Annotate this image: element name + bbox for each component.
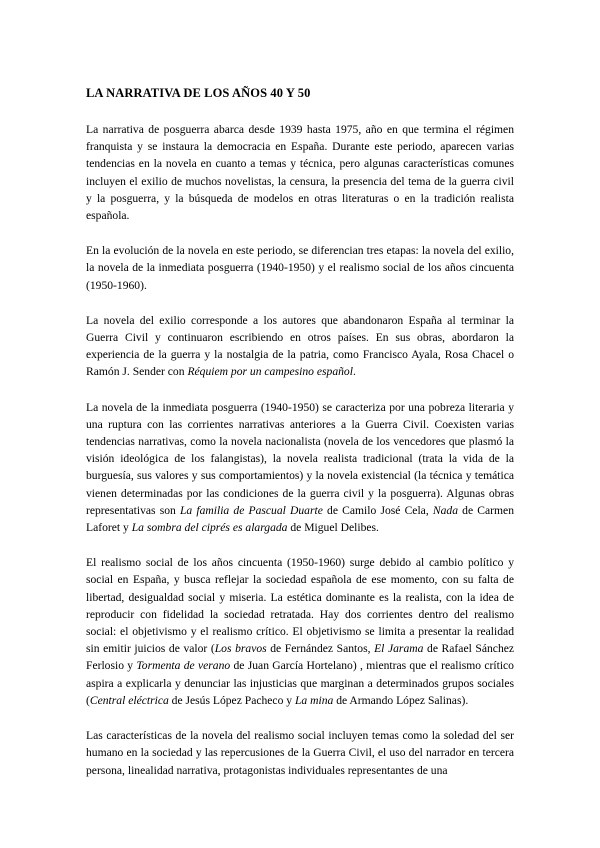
paragraph-intro bbox=[86, 121, 514, 224]
document-page bbox=[86, 86, 514, 797]
paragraph-intro-text: La narrativa de posguerra abarca desde 1939 hasta 1975, año en que termina el régimen franquista y se instaura la democracia en España. Durante este periodo, aparecen varias tendencias en la novela en cuanto a temas y técnica, pero algunas características comunes incluyen el exilio de muchos novelistas, la censura, la presencia del tema de la guerra civil y la posguerra, y la búsqueda de modelos en otras literaturas o en la tradición realista española. bbox=[86, 123, 514, 223]
paragraph-postwar-mid2: de Carmen Laforet y bbox=[86, 503, 514, 535]
work-title: Central eléctrica bbox=[89, 693, 169, 707]
paragraph-exile-novel bbox=[86, 312, 514, 381]
work-title: Los bravos bbox=[214, 642, 267, 656]
paragraph-stages bbox=[86, 242, 514, 294]
work-title: Réquiem por un campesino español bbox=[187, 365, 353, 379]
paragraph-postwar-end: de Miguel Delibes. bbox=[287, 521, 379, 535]
paragraph-social-realism bbox=[86, 554, 514, 709]
paragraph-postwar-mid1: de Camilo José Cela, bbox=[322, 503, 433, 517]
paragraph-social-mid2: de Rafael Sánchez Ferlosio y bbox=[86, 642, 515, 673]
paragraph-stages-text: En la evolución de la novela en este periodo, se diferencian tres etapas: la novela del exilio, la novela de la inmediata posguerra (1940-1950) y el realismo social de los años cincuenta (1950-1960). bbox=[86, 244, 514, 292]
work-title: Tormenta de verano bbox=[136, 659, 231, 673]
work-title: La sombra del ciprés es alargada bbox=[131, 521, 288, 535]
work-title: Nada bbox=[432, 503, 459, 517]
work-title: La mina bbox=[294, 693, 334, 707]
paragraph-characteristics-text: Las características de la novela del realismo social incluyen temas como la soledad del ser humano en la sociedad y las repercusiones de la Guerra Civil, el uso del narrador en tercera persona, linealidad narrativa, protagonistas individuales representantes de una bbox=[86, 729, 514, 777]
paragraph-social-mid4: de Jesús López Pacheco y bbox=[168, 693, 295, 707]
paragraph-characteristics bbox=[86, 727, 514, 779]
paragraph-social-end: de Armando López Salinas). bbox=[333, 693, 469, 707]
document-title: LA NARRATIVA DE LOS AÑOS 40 Y 50 bbox=[86, 86, 311, 100]
paragraph-social-mid3: de Juan García Hortelano) , mientras que el realismo crítico aspira a explicarla y denunciar las injusticias que marginan a determinados grupos sociales ( bbox=[86, 659, 514, 707]
paragraph-social-mid1: de Fernández Santos, bbox=[266, 642, 375, 656]
paragraph-postwar-novel bbox=[86, 399, 514, 537]
paragraph-postwar-text: La novela de la inmediata posguerra (1940-1950) se caracteriza por una pobreza literaria y una ruptura con las corrientes narrativas anteriores a la Guerra Civil. Coexisten varias tendencias narrativas, como la novela nacionalista (novela de los vencedores que plasmó la visión ideológica de los falangistas), la novela realista tradicional (trata la vida de la burguesía, sus valores y sus comportamientos) y la novela existencial (la técnica y temática vienen determinadas por las condiciones de la guerra civil y la posguerra). Algunas obras representativas son bbox=[86, 400, 514, 517]
work-title: La familia de Pascual Duarte bbox=[179, 503, 323, 517]
paragraph-exile-text: La novela del exilio corresponde a los autores que abandonaron España al terminar la Guerra Civil y continuaron escribiendo en otros países. En sus obras, abordaron la experiencia de la guerra y la nostalgia de la patria, como Francisco Ayala, Rosa Chacel o Ramón J. Sender con bbox=[86, 313, 514, 379]
paragraph-exile-end: . bbox=[352, 365, 356, 379]
work-title: El Jarama bbox=[374, 642, 424, 656]
paragraph-social-text: El realismo social de los años cincuenta (1950-1960) surge debido al cambio político y social en España, y busca reflejar la sociedad española de ese momento, con su falta de libertad, desigualdad social y miseria. La estética dominante es la realista, con la idea de reproducir con fidelidad la sociedad retratada. Hay dos corrientes dentro del realismo social: el objetivismo y el realismo crítico. El objetivismo se limita a presentar la realidad sin emitir juicios de valor ( bbox=[86, 556, 514, 656]
